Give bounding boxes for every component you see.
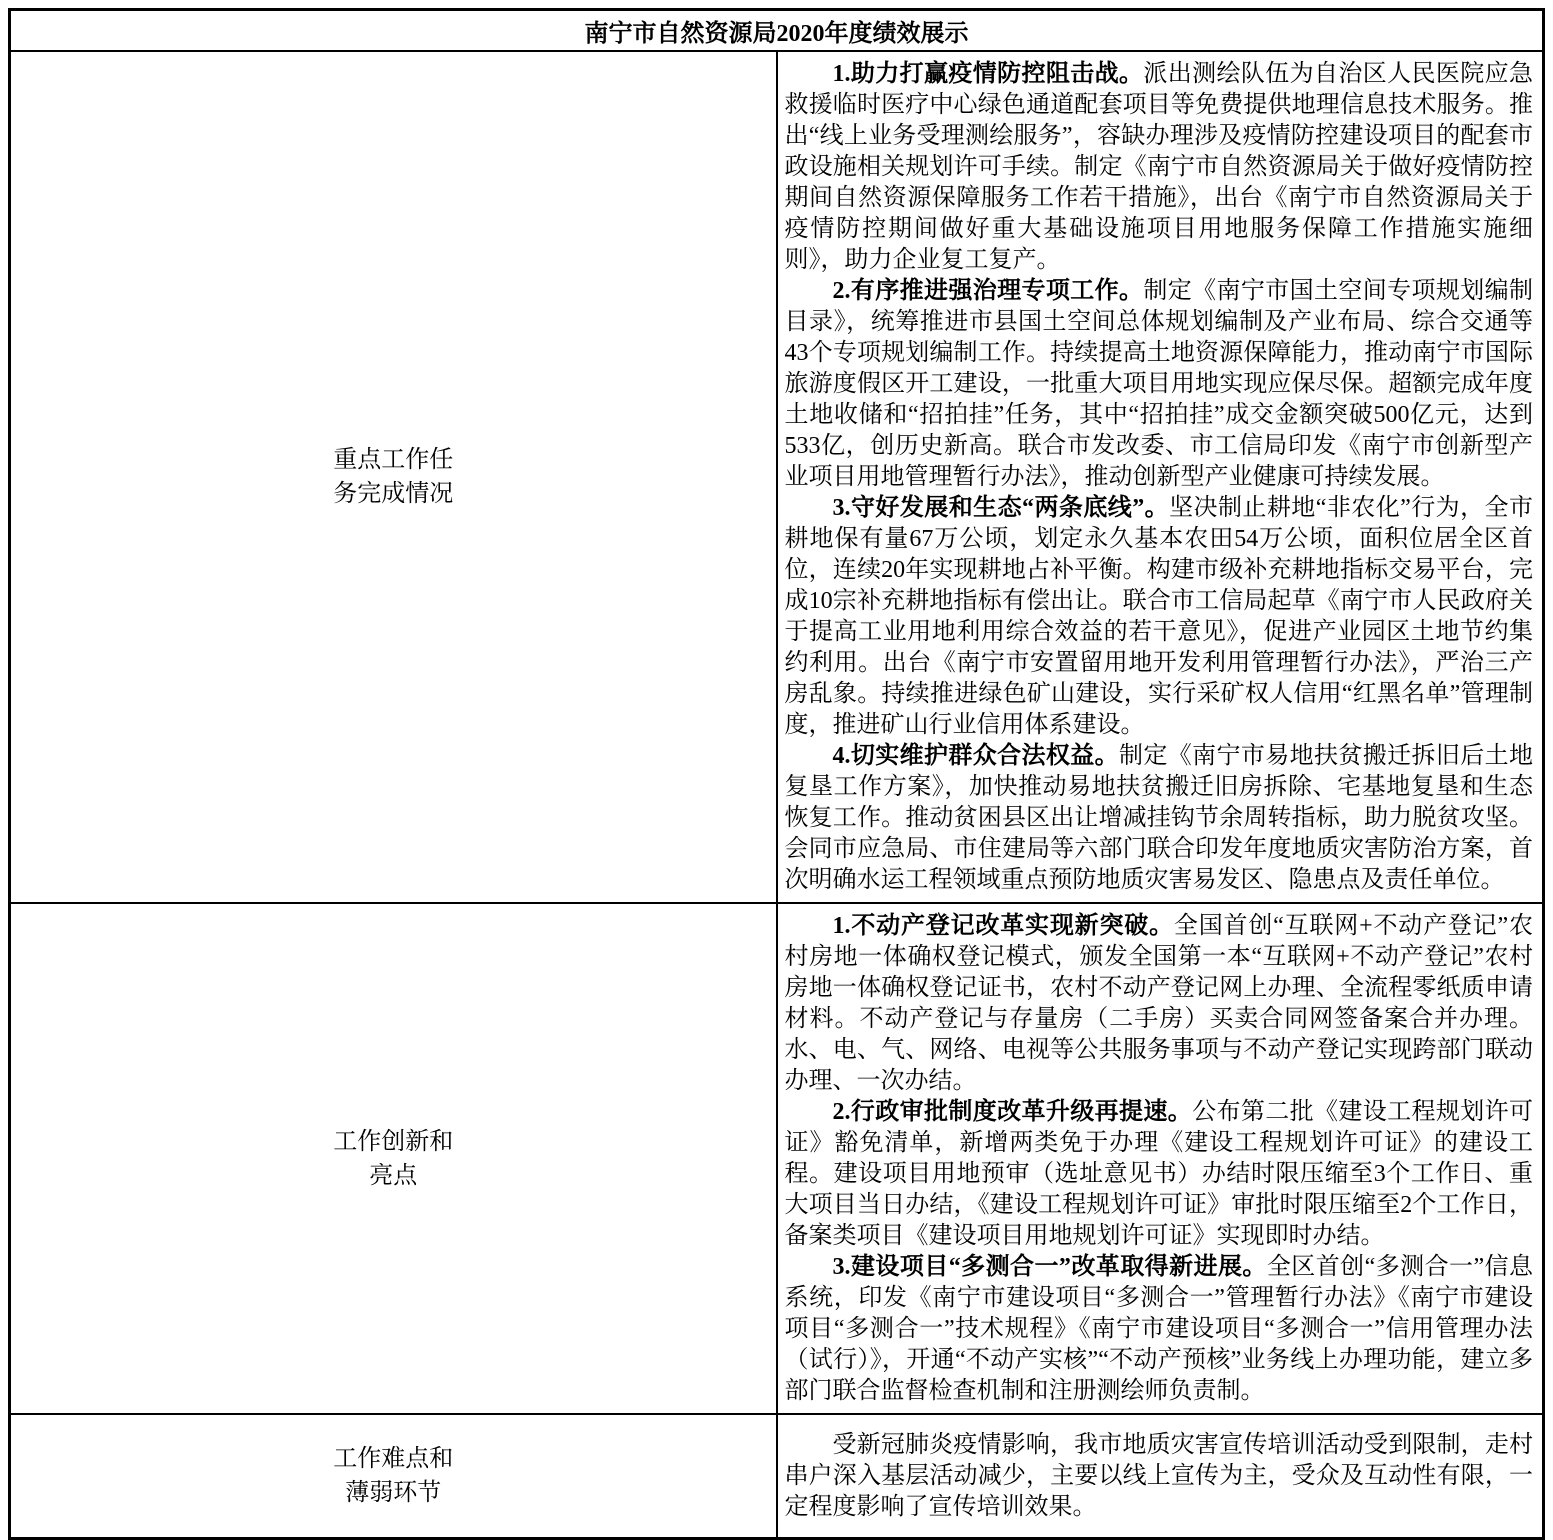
performance-table [8,8,1545,1540]
paragraph [785,59,1534,276]
header-line: 亮点 [369,1162,418,1189]
paragraph [785,1430,1534,1523]
section-content-innovations [777,903,1544,1414]
paragraph-text: 派出测绘队伍为自治区人民医院应急救援临时医疗中心绿色通道配套项目等免费提供地理信息技术服务。推出“线上业务受理测绘服务”，容缺办理涉及疫情防控建设项目的配套市政设施相关规划许可手续。制定《南宁市自然资源局关于做好疫情防控期间自然资源保障服务工作若干措施》，出台《南宁市自然资源局关于疫情防控期间做好重大基础设施项目用地服务保障工作措施实施细则》，助力企业复工复产。 [784,61,1533,273]
section-row-key-tasks [10,51,1544,903]
section-row-innovations [10,903,1544,1414]
paragraph-text: 全区首创“多测合一”信息系统，印发《南宁市建设项目“多测合一”管理暂行办法》《南宁市建设项目“多测合一”技术规程》《南宁市建设项目“多测合一”信用管理办法（试行）》，开通“不动产实核”“不动产预核”业务线上办理功能，建立多部门联合监督检查机制和注册测绘师负责制。 [784,1254,1533,1404]
section-content-key-tasks [777,51,1544,903]
paragraph [785,276,1534,493]
paragraph [785,1252,1534,1407]
header-line: 工作难点和 [333,1445,454,1472]
section-content-difficulties [777,1414,1544,1538]
paragraph-lead: 3.建设项目“多测合一”改革取得新进展。 [832,1254,1267,1280]
paragraph-text: 受新冠肺炎疫情影响，我市地质灾害宣传培训活动受到限制，走村串户深入基层活动减少，主要以线上宣传为主，受众及互动性有限，一定程度影响了宣传培训效果。 [784,1431,1533,1520]
paragraph-text: 制定《南宁市易地扶贫搬迁拆旧后土地复垦工作方案》，加快推动易地扶贫搬迁旧房拆除、宅基地复垦和生态恢复工作。推动贫困县区出让增减挂钩节余周转指标，助力脱贫攻坚。会同市应急局、市住建局等六部门联合印发年度地质灾害防治方案，首次明确水运工程领域重点预防地质灾害易发区、隐患点及责任单位。 [784,743,1533,893]
paragraph-lead: 2.行政审批制度改革升级再提速。 [832,1099,1193,1125]
paragraph-lead: 3.守好发展和生态“两条底线”。 [832,495,1170,521]
paragraph [785,911,1534,1097]
header-line: 工作创新和 [333,1128,454,1155]
header-line: 重点工作任 [333,447,454,473]
paragraph-lead: 2.有序推进强治理专项工作。 [832,278,1144,304]
row-header-innovations [10,903,777,1414]
paragraph-lead: 4.切实维护群众合法权益。 [832,743,1119,769]
paragraph-lead: 1.助力打赢疫情防控阻击战。 [832,61,1144,87]
paragraph [785,1097,1534,1252]
row-header-difficulties [10,1414,777,1538]
header-line: 薄弱环节 [345,1479,442,1506]
paragraph [785,493,1534,741]
paragraph-text: 坚决制止耕地“非农化”行为，全市耕地保有量67万公顷，划定永久基本农田54万公顷，面积位居全区首位，连续20年实现耕地占补平衡。构建市级补充耕地指标交易平台，完成10宗补充耕地指标有偿出让。联合市工信局起草《南宁市人民政府关于提高工业用地利用综合效益的若干意见》，促进产业园区土地节约集约利用。出台《南宁市安置留用地开发利用管理暂行办法》，严治三产房乱象。持续推进绿色矿山建设，实行采矿权人信用“红黑名单”管理制度，推进矿山行业信用体系建设。 [784,495,1533,738]
paragraph-text: 制定《南宁市国土空间专项规划编制目录》，统筹推进市县国土空间总体规划编制及产业布局、综合交通等43个专项规划编制工作。持续提高土地资源保障能力，推动南宁市国际旅游度假区开工建设，一批重大项目用地实现应保尽保。超额完成年度土地收储和“招拍挂”任务，其中“招拍挂”成交金额突破500亿元，达到533亿，创历史新高。联合市发改委、市工信局印发《南宁市创新型产业项目用地管理暂行办法》，推动创新型产业健康可持续发展。 [784,278,1533,490]
section-row-difficulties [10,1414,1544,1538]
paragraph-lead: 1.不动产登记改革实现新突破。 [832,913,1174,939]
header-line: 务完成情况 [333,481,454,507]
row-header-key-tasks [10,51,777,903]
paragraph-text: 公布第二批《建设工程规划许可证》豁免清单，新增两类免于办理《建设工程规划许可证》的建设工程。建设项目用地预审（选址意见书）办结时限压缩至3个工作日、重大项目当日办结，《建设工程规划许可证》审批时限压缩至2个工作日，备案类项目《建设项目用地规划许可证》实现即时办结。 [784,1099,1533,1249]
paragraph [785,741,1534,896]
paragraph-text: 全国首创“互联网+不动产登记”农村房地一体确权登记模式，颁发全国第一本“互联网+不动产登记”农村房地一体确权登记证书，农村不动产登记网上办理、全流程零纸质申请材料。不动产登记与存量房（二手房）买卖合同网签备案合并办理。水、电、气、网络、电视等公共服务事项与不动产登记实现跨部门联动办理、一次办结。 [784,913,1533,1094]
table-title: 南宁市自然资源局2020年度绩效展示 [10,10,1544,52]
title-row [10,10,1544,52]
